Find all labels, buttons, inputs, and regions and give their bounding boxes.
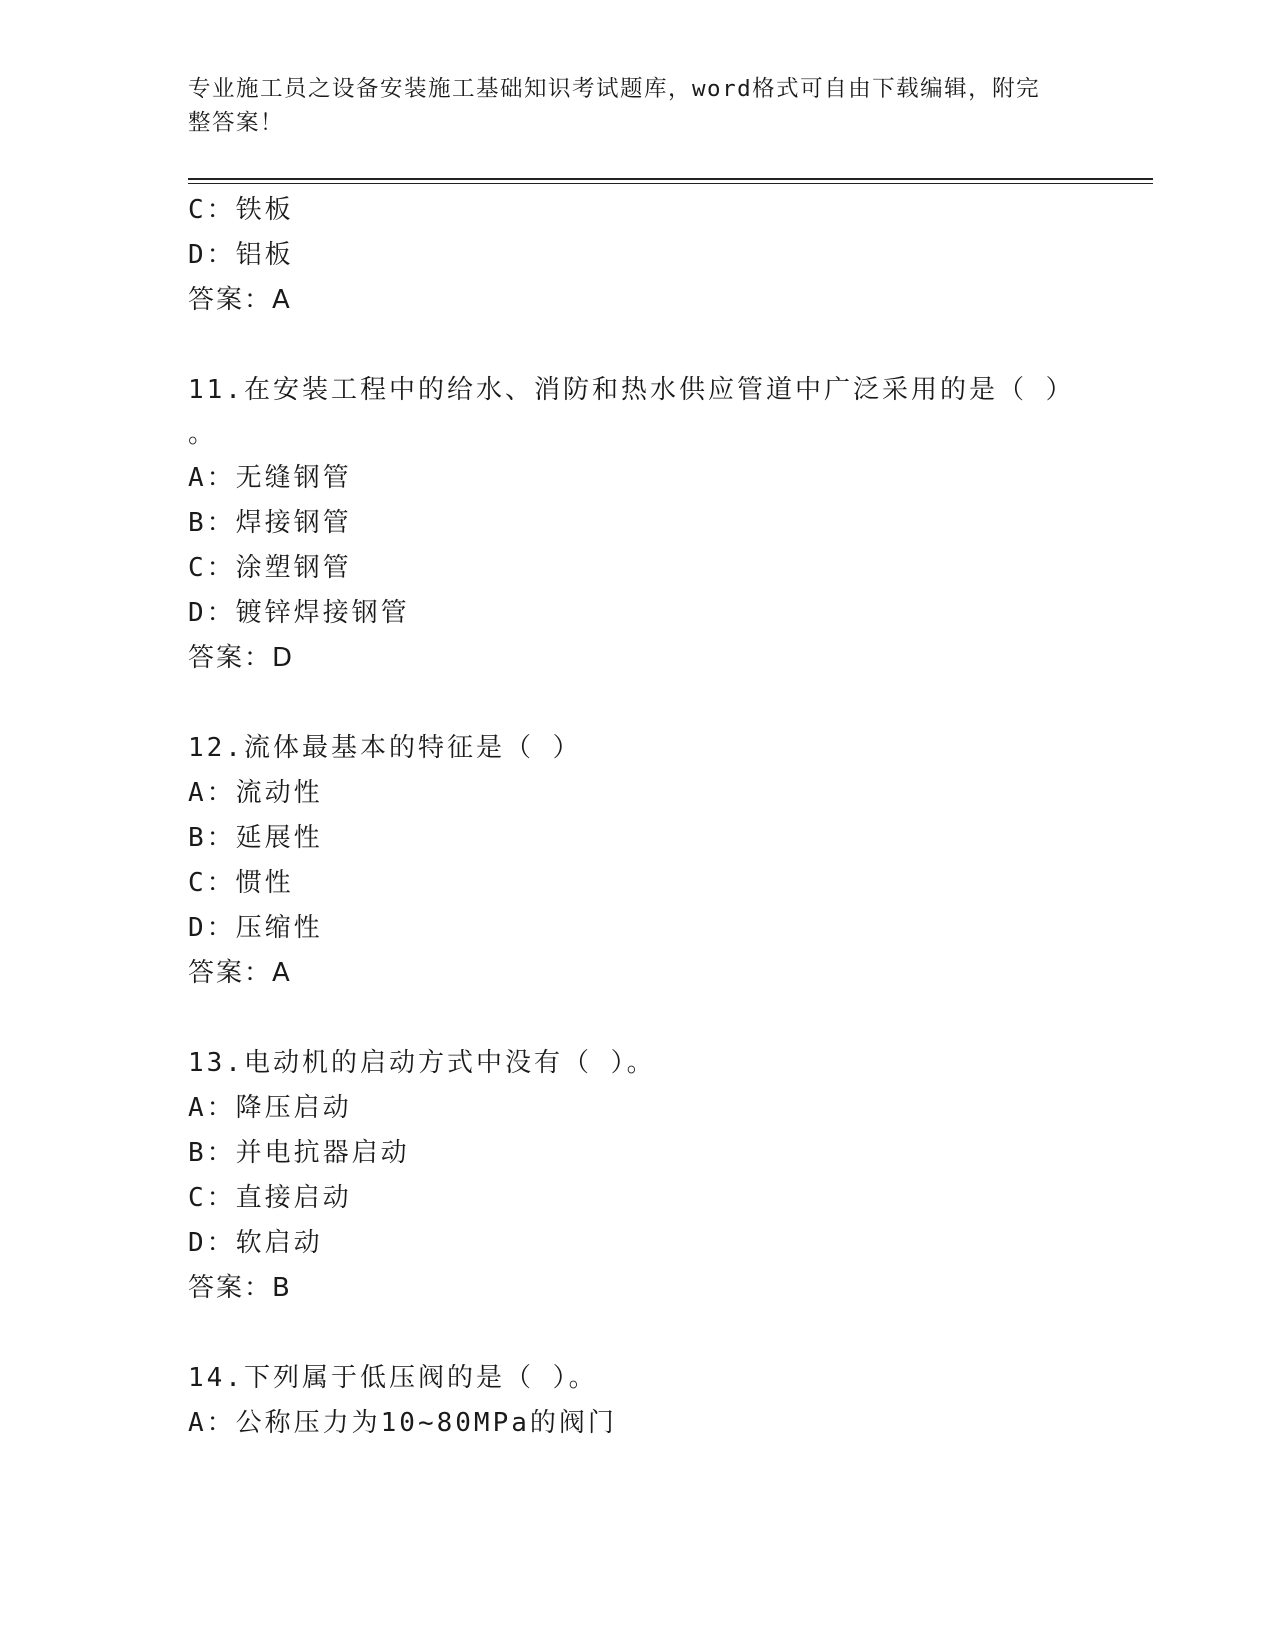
header-line-1: 专业施工员之设备安装施工基础知识考试题库，word格式可自由下载编辑，附完 [188,76,1041,102]
q13-answer [188,1272,291,1304]
q11-answer-value: D [272,643,294,673]
q11-option-d: D：镀锌焊接钢管 [188,598,410,628]
q12-option-a: A：流动性 [188,778,323,808]
q14-stem: 14.下列属于低压阀的是（ ）。 [188,1363,598,1393]
q10-option-d: D：铝板 [188,240,294,270]
q13-answer-label: 答案： [188,1273,273,1303]
q10-answer-value: A [272,285,291,315]
q11-stem-line-2: 。 [188,419,218,449]
q12-option-c: C：惯性 [188,868,294,898]
q10-option-c: C：铁板 [188,195,294,225]
header-divider-thick [188,178,1153,180]
q10-answer [188,284,291,316]
q12-answer-value: A [272,958,291,988]
q13-option-c: C：直接启动 [188,1183,352,1213]
q11-answer-label: 答案： [188,643,273,673]
q10-answer-label: 答案： [188,285,273,315]
q11-option-c: C：涂塑钢管 [188,553,352,583]
q13-answer-value: B [272,1273,291,1303]
q12-option-d: D：压缩性 [188,913,323,943]
q11-stem-line-1: 11.在安装工程中的给水、消防和热水供应管道中广泛采用的是（ ） [188,375,1075,405]
q13-option-b: B：并电抗器启动 [188,1138,410,1168]
header-line-2: 整答案！ [188,110,285,136]
q13-stem: 13.电动机的启动方式中没有（ ）。 [188,1048,656,1078]
q12-answer-label: 答案： [188,958,273,988]
q11-option-a: A：无缝钢管 [188,463,352,493]
header-divider-thin [188,183,1153,184]
q12-answer [188,957,291,989]
q12-option-b: B：延展性 [188,823,323,853]
q12-stem: 12.流体最基本的特征是（ ） [188,733,582,763]
q13-option-a: A：降压启动 [188,1093,352,1123]
q14-option-a: A：公称压力为10~80MPa的阀门 [188,1408,617,1438]
q11-option-b: B：焊接钢管 [188,508,352,538]
document-header [188,72,1068,140]
q11-answer [188,642,293,674]
q13-option-d: D：软启动 [188,1228,323,1258]
